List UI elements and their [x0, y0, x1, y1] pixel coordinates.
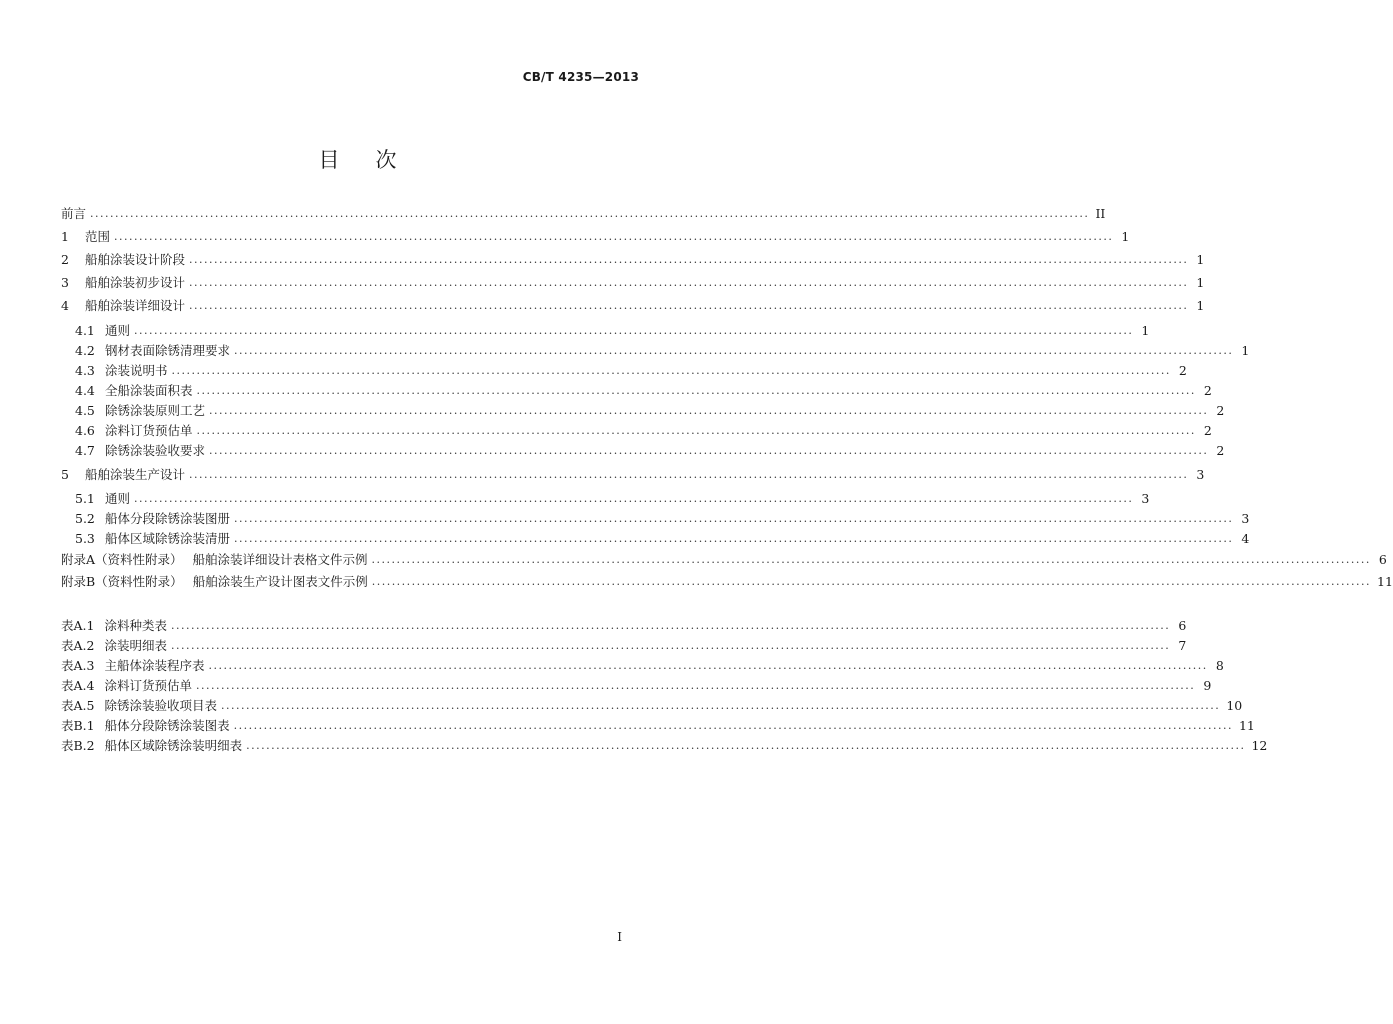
toc-entry-text: 船体分段除锈涂装图册 [105, 511, 231, 526]
leader-dots: ........................................................................................................................................................................................................ [189, 253, 1189, 266]
toc-entry-label [75, 531, 230, 547]
toc-entry-page: 1 [1196, 252, 1205, 267]
toc-entry-page: 10 [1226, 698, 1243, 713]
leader-dots: ........................................................................................................................................................................................................ [195, 679, 1196, 692]
toc-entry-page: 1 [1141, 323, 1150, 338]
leader-dots: ........................................................................................................................................................................................................ [371, 553, 1371, 566]
toc-entry-page: 7 [1178, 638, 1187, 653]
toc-entry[interactable] [61, 223, 1130, 245]
toc-entry-number: 表A.2 [61, 638, 95, 653]
toc-entry-page: 3 [1141, 491, 1150, 506]
leader-dots: ........................................................................................................................................................................................................ [246, 739, 1246, 752]
toc-entry-text: 涂料订货预估单 [105, 423, 193, 438]
toc-entry-text: 船舶涂装设计阶段 [85, 252, 186, 267]
toc-entry-number: 3 [61, 275, 69, 290]
toc-entry[interactable] [75, 337, 1250, 359]
toc-entry[interactable] [75, 317, 1150, 339]
toc-entry-number: 5.3 [75, 531, 95, 546]
leader-dots: ........................................................................................................................................................................................................ [189, 299, 1189, 312]
toc-entry-label [61, 206, 86, 222]
toc-entry-number: 4.4 [75, 383, 95, 398]
toc-entry[interactable] [61, 461, 1205, 483]
toc-entry-text: 通则 [105, 323, 131, 338]
toc-entry-label [75, 443, 205, 459]
toc-entry-text: 涂料种类表 [104, 618, 167, 633]
toc-entry-number: 4.3 [75, 363, 95, 378]
toc-entry-page: 1 [1196, 275, 1205, 290]
toc-title: 目次 [318, 148, 433, 172]
toc-entry-page: 12 [1251, 738, 1268, 753]
toc-entry-text: 船体分段除锈涂装图表 [104, 718, 230, 733]
toc-entry-label [61, 229, 110, 245]
toc-entry-number: 表B.1 [61, 718, 95, 733]
leader-dots: ........................................................................................................................................................................................................ [234, 344, 1234, 357]
toc-entry[interactable] [75, 485, 1150, 507]
toc-entry-text: 船体区域除锈涂装清册 [105, 531, 231, 546]
toc-entry-number: 表A.4 [61, 678, 95, 693]
toc-entry-page: 2 [1203, 423, 1212, 438]
leader-dots: ........................................................................................................................................................................................................ [209, 404, 1209, 417]
leader-dots: ........................................................................................................................................................................................................ [196, 384, 1196, 397]
toc-entry-number: 4.6 [75, 423, 95, 438]
toc-entry-page: 1 [1121, 229, 1130, 244]
toc-entry-number: 5.1 [75, 491, 95, 506]
leader-dots: ........................................................................................................................................................................................................ [234, 532, 1234, 545]
toc-entry[interactable] [75, 437, 1225, 459]
toc-entry-page: 2 [1216, 403, 1225, 418]
toc-entry-label [61, 574, 368, 590]
toc-entry-text: 涂料订货预估单 [104, 678, 192, 693]
toc-entry-page: 11 [1377, 574, 1393, 589]
toc-entry-number: 4.7 [75, 443, 95, 458]
toc-entry[interactable] [61, 269, 1205, 291]
toc-entry-page: 1 [1196, 298, 1205, 313]
toc-entry[interactable] [75, 397, 1225, 419]
toc-entry[interactable] [61, 712, 1255, 734]
toc-entry-number: 5.2 [75, 511, 95, 526]
leader-dots: ........................................................................................................................................................................................................ [189, 276, 1189, 289]
leader-dots: ........................................................................................................................................................................................................ [234, 512, 1234, 525]
toc-entry-page: 11 [1238, 718, 1255, 733]
leader-dots: ........................................................................................................................................................................................................ [189, 468, 1189, 481]
toc-entry-label [61, 467, 185, 483]
toc-entry[interactable] [61, 632, 1187, 654]
toc-entry-text: 涂装明细表 [104, 638, 167, 653]
toc-entry-number: 4 [61, 298, 69, 313]
toc-entry[interactable] [61, 292, 1205, 314]
toc-entry-label [61, 738, 242, 754]
toc-entry-page: 2 [1203, 383, 1212, 398]
toc-entry-number: 5 [61, 467, 69, 482]
leader-dots: ........................................................................................................................................................................................................ [170, 619, 1171, 632]
toc-entry[interactable] [61, 672, 1212, 694]
toc-entry-text: 船体区域除锈涂装明细表 [104, 738, 243, 753]
toc-entry[interactable] [61, 732, 1268, 754]
toc-entry[interactable] [75, 377, 1212, 399]
leader-dots: ........................................................................................................................................................................................................ [171, 364, 1171, 377]
leader-dots: ........................................................................................................................................................................................................ [114, 230, 1114, 243]
toc-entry[interactable] [61, 652, 1224, 674]
toc-entry-page: 6 [1178, 618, 1187, 633]
toc-entry-number: 1 [61, 229, 69, 244]
toc-entry-text: 涂装说明书 [105, 363, 168, 378]
toc-entry-text: 除锈涂装原则工艺 [105, 403, 206, 418]
toc-entry[interactable] [61, 246, 1205, 268]
toc-entry[interactable] [61, 692, 1243, 714]
leader-dots: ........................................................................................................................................................................................................ [170, 639, 1171, 652]
toc-entry-text: 船舶涂装生产设计 [85, 467, 186, 482]
toc-entry-page: 3 [1196, 467, 1205, 482]
toc-entry[interactable] [75, 417, 1212, 439]
toc-entry-text: 全船涂装面积表 [105, 383, 193, 398]
toc-entry-number: 2 [61, 252, 69, 267]
toc-entry[interactable] [61, 612, 1187, 634]
toc-entry[interactable] [75, 505, 1250, 527]
toc-entry-page: 2 [1178, 363, 1187, 378]
page-number: I [617, 930, 622, 944]
toc-entry-number: 4.2 [75, 343, 95, 358]
toc-entry-number: 表A.5 [61, 698, 95, 713]
leader-dots: ........................................................................................................................................................................................................ [220, 699, 1221, 712]
toc-entry-label [61, 298, 185, 314]
toc-entry-number: 4.1 [75, 323, 95, 338]
toc-entry-number: 表A.1 [61, 618, 95, 633]
toc-entry-text: 船舶涂装详细设计 [85, 298, 186, 313]
toc-entry-text: 范围 [85, 229, 111, 244]
toc-entry-page: 8 [1215, 658, 1224, 673]
toc-entry-label [61, 252, 185, 268]
leader-dots: ........................................................................................................................................................................................................ [209, 444, 1209, 457]
toc-entry[interactable] [61, 568, 1393, 590]
toc-entry-text: 除锈涂装验收项目表 [104, 698, 217, 713]
toc-entry-number: 4.5 [75, 403, 95, 418]
toc-entry-page: 4 [1241, 531, 1250, 546]
toc-entry[interactable] [61, 546, 1387, 568]
leader-dots: ........................................................................................................................................................................................................ [233, 719, 1233, 732]
toc-entry-text: 前言 [61, 206, 87, 221]
toc-entry-page: 3 [1241, 511, 1250, 526]
toc-entry-number: 附录A（资料性附录） [61, 552, 183, 567]
leader-dots: ........................................................................................................................................................................................................ [196, 424, 1196, 437]
leader-dots: ........................................................................................................................................................................................................ [90, 207, 1090, 220]
toc-entry-page: 6 [1378, 552, 1387, 567]
toc-entry-text: 船舶涂装生产设计图表文件示例 [192, 574, 368, 589]
toc-entry[interactable] [61, 200, 1106, 222]
toc-entry-page: 1 [1241, 343, 1250, 358]
leader-dots: ........................................................................................................................................................................................................ [208, 659, 1208, 672]
toc-entry[interactable] [75, 357, 1187, 379]
toc-entry-page: 9 [1203, 678, 1212, 693]
leader-dots: ........................................................................................................................................................................................................ [134, 492, 1134, 505]
toc-entry-text: 主船体涂装程序表 [104, 658, 205, 673]
toc-entry-number: 表B.2 [61, 738, 95, 753]
toc-entry-label [61, 275, 185, 291]
toc-entry-text: 船舶涂装初步设计 [85, 275, 186, 290]
leader-dots: ........................................................................................................................................................................................................ [371, 575, 1372, 588]
toc-entry-page: II [1095, 206, 1106, 221]
toc-entry-number: 表A.3 [61, 658, 95, 673]
toc-entry[interactable] [75, 525, 1250, 547]
toc-entry-page: 2 [1216, 443, 1225, 458]
toc-entry-text: 船舶涂装详细设计表格文件示例 [192, 552, 368, 567]
leader-dots: ........................................................................................................................................................................................................ [134, 324, 1134, 337]
toc-entry-label [61, 552, 368, 568]
standard-code: CB/T 4235—2013 [522, 70, 639, 84]
toc-entry-number: 附录B（资料性附录） [61, 574, 183, 589]
toc-entry-text: 通则 [105, 491, 131, 506]
toc-entry-text: 钢材表面除锈清理要求 [105, 343, 231, 358]
toc-entry-text: 除锈涂装验收要求 [105, 443, 206, 458]
